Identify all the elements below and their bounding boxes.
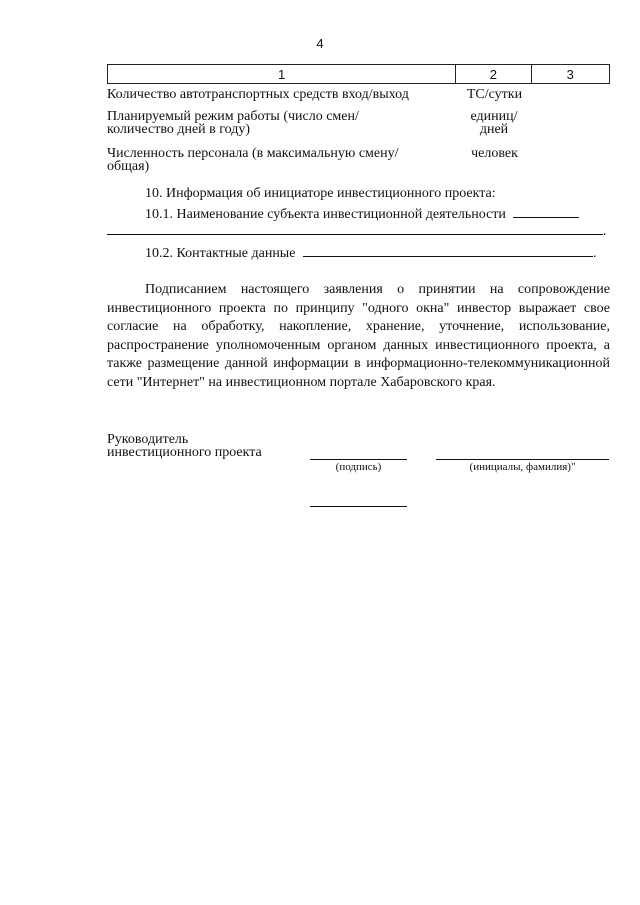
row-unit: единиц/ дней — [470, 109, 518, 137]
signature-caption: (подпись) — [335, 461, 382, 473]
header-cell-3: 3 — [531, 65, 609, 84]
signature-line[interactable] — [310, 446, 407, 460]
consent-paragraph: Подписанием настоящего заявления о принятии на сопровождение инвестиционного проекта по принципу "одного окна" инвестор выражает свое согласие на обработку, накопление, хранение, уточнение, использование, распространение уполномоченным органом данных инвестиционного проекта, а также размещение данной информации в информационно-телекоммуникационной сети "Интернет" на инвестиционном портале Хабаровского края. — [107, 282, 610, 390]
section-10-title: 10. Информация об инициаторе инвестиционного проекта: — [145, 186, 496, 201]
row-label: Численность персонала (в максимальную смену/ общая) — [107, 146, 399, 174]
period: . — [592, 246, 597, 261]
name-line[interactable] — [436, 446, 609, 460]
row-unit: человек — [471, 146, 518, 161]
name-continuation — [107, 222, 610, 240]
page-number: 4 — [316, 36, 324, 51]
name-caption: (инициалы, фамилия)" — [469, 461, 576, 473]
table-row — [107, 147, 610, 173]
period: . — [603, 224, 607, 239]
section-10-2 — [107, 244, 640, 262]
header-cell-2: 2 — [456, 65, 531, 84]
row-label: Количество автотранспортных средств вход/выход — [107, 87, 409, 102]
signer-label — [107, 433, 262, 459]
end-line — [310, 494, 407, 507]
row-label: Планируемый режим работы (число смен/ количество дней в году) — [107, 109, 359, 137]
table-rows — [107, 88, 610, 184]
table-row — [107, 110, 610, 136]
name-fill-line[interactable] — [513, 205, 579, 218]
section-10-2-label: 10.2. Контактные данные — [145, 246, 296, 261]
signer-label-line1: Руководитель — [107, 432, 189, 447]
name-fill-line-2[interactable] — [107, 222, 603, 235]
header-cell-1: 1 — [108, 65, 456, 84]
row-unit: ТС/сутки — [466, 87, 523, 102]
section-10-1 — [107, 205, 640, 223]
table-header — [107, 64, 610, 84]
section-10-1-label: 10.1. Наименование субъекта инвестиционной деятельности — [145, 207, 506, 222]
table-row — [107, 88, 610, 101]
contacts-fill-line[interactable] — [303, 244, 593, 257]
signer-label-line2: инвестиционного проекта — [107, 445, 262, 460]
